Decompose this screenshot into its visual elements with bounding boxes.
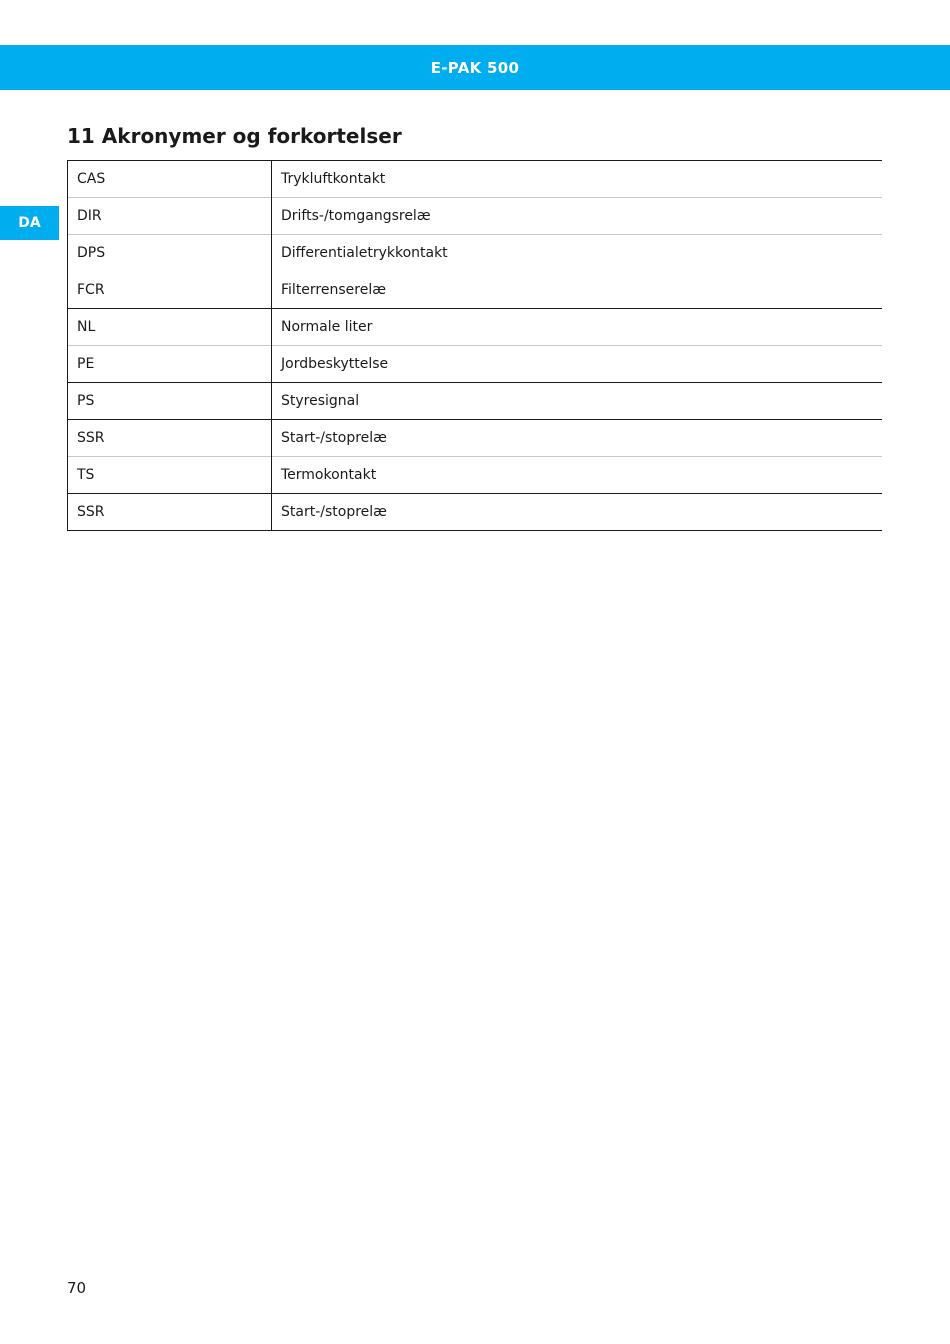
meaning-cell: Trykluftkontakt (272, 161, 883, 198)
meaning-cell: Filterrenserelæ (281, 281, 386, 298)
meaning-cell: Normale liter (272, 309, 883, 346)
acronym-cell: TS (68, 457, 272, 494)
meaning-cell: Start-/stoprelæ (272, 420, 883, 457)
meaning-cell: Drifts-/tomgangsrelæ (272, 198, 883, 235)
acronym-cell: SSR (68, 420, 272, 457)
header-bar (0, 45, 950, 90)
acronym-cell: FCR (68, 272, 272, 309)
table-row (68, 420, 883, 457)
table-row (68, 198, 883, 235)
meaning-cell: Differentialetrykkontakt (272, 235, 883, 272)
table-row (68, 383, 883, 420)
page-number: 70 (67, 1279, 87, 1297)
meaning-cell: Jordbeskyttelse (272, 346, 883, 383)
table-row (68, 494, 883, 531)
meaning-cell: Termokontakt (272, 457, 883, 494)
acronym-table (67, 160, 882, 531)
meaning-cell: Styresignal (272, 383, 883, 420)
acronym-cell: DIR (68, 198, 272, 235)
document-title: E-PAK 500 (430, 58, 520, 77)
table-row (68, 309, 883, 346)
table-row (68, 346, 883, 383)
language-tab (0, 206, 59, 240)
section-heading: 11 Akronymer og forkortelser (67, 124, 402, 148)
table-row (68, 235, 883, 272)
language-label: DA (18, 215, 41, 231)
acronym-cell: PE (68, 346, 272, 383)
acronym-cell: NL (68, 309, 272, 346)
meaning-cell: Start-/stoprelæ (272, 494, 883, 531)
acronym-cell: SSR (68, 494, 272, 531)
table-row (68, 457, 883, 494)
acronym-cell: DPS (68, 235, 272, 272)
acronym-cell: PS (68, 383, 272, 420)
table-row (68, 272, 883, 309)
acronym-cell: CAS (68, 161, 272, 198)
table-row (68, 161, 883, 198)
